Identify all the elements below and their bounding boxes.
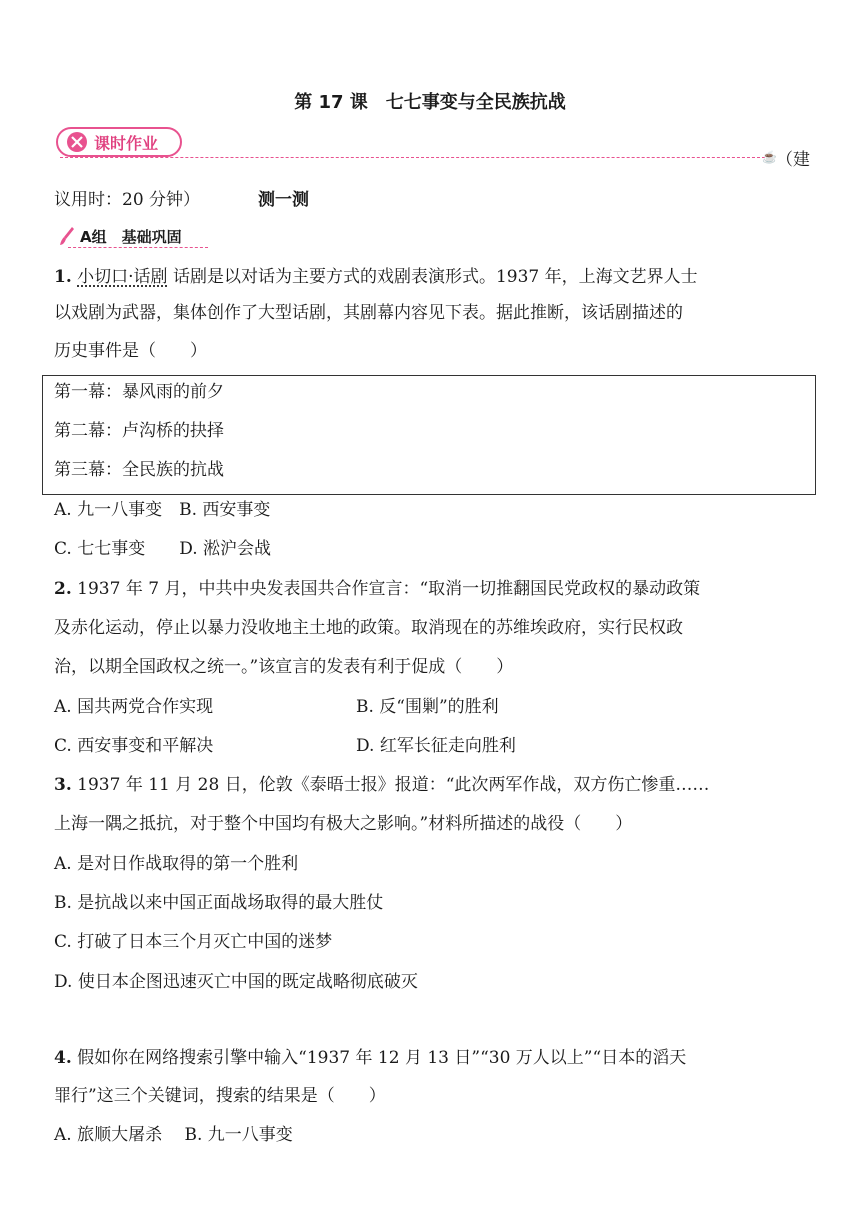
time-note-right: （建	[776, 150, 810, 170]
question-4-text: 假如你在网络搜索引擎中输入“1937 年 12 月 13 日”“30 万人以上”“日本的滔天	[77, 1048, 687, 1068]
act-3: 第三幕：全民族的抗战	[54, 460, 224, 480]
question-2-option-b[interactable]: B. 反“围剿”的胜利	[356, 697, 499, 717]
brush-icon	[58, 225, 76, 247]
question-3-option-d[interactable]: D. 使日本企图迅速灭亡中国的既定战略彻底破灭	[54, 972, 418, 992]
timer-icon: ☕	[762, 150, 777, 164]
question-2-line-3: 治，以期全国政权之统一。”该宣言的发表有利于促成（ ）	[54, 657, 514, 677]
section-heading: 测一测	[258, 190, 309, 210]
question-4-number: 4.	[54, 1048, 72, 1068]
pencil-ruler-icon	[66, 131, 88, 153]
question-2-number: 2.	[54, 579, 72, 599]
question-2-option-c[interactable]: C. 西安事变和平解决	[54, 736, 214, 756]
question-4-line-2: 罪行”这三个关键词，搜索的结果是（ ）	[54, 1086, 386, 1106]
act-2: 第二幕：卢沟桥的抉择	[54, 421, 224, 441]
question-2-line-2: 及赤化运动，停止以暴力没收地主土地的政策。取消现在的苏维埃政府，实行民权政	[54, 618, 683, 638]
lesson-title: 第 17 课 七七事变与全民族抗战	[294, 92, 566, 113]
question-1-line-1	[54, 267, 698, 287]
header-divider	[60, 157, 765, 158]
group-label	[54, 225, 206, 247]
question-1-tag: 小切口·话剧	[77, 267, 168, 287]
homework-badge	[56, 127, 182, 157]
question-3-option-c[interactable]: C. 打破了日本三个月灭亡中国的迷梦	[54, 932, 333, 952]
question-3-line-1	[54, 775, 709, 795]
question-3-option-b[interactable]: B. 是抗战以来中国正面战场取得的最大胜仗	[54, 893, 384, 913]
question-1-number: 1.	[54, 267, 72, 287]
question-4-options-ab[interactable]: A. 旅顺大屠杀 B. 九一八事变	[54, 1125, 293, 1145]
group-label-text: A组 基础巩固	[80, 228, 182, 246]
group-underline	[68, 247, 208, 248]
question-1-options-ab[interactable]: A. 九一八事变 B. 西安事变	[54, 500, 271, 520]
act-1: 第一幕：暴风雨的前夕	[54, 382, 224, 402]
question-1-line-3: 历史事件是（ ）	[54, 341, 207, 361]
question-1-line-2: 以戏剧为武器，集体创作了大型话剧，其剧幕内容见下表。据此推断，该话剧描述的	[54, 303, 683, 323]
question-4-line-1	[54, 1048, 686, 1068]
question-2-text: 1937 年 7 月，中共中央发表国共合作宣言：“取消一切推翻国民党政权的暴动政策	[77, 579, 701, 599]
question-2-option-d[interactable]: D. 红军长征走向胜利	[356, 736, 516, 756]
question-1-text: 话剧是以对话为主要方式的戏剧表演形式。1937 年，上海文艺界人士	[172, 267, 698, 287]
question-3-option-a[interactable]: A. 是对日作战取得的第一个胜利	[54, 854, 299, 874]
question-2-line-1	[54, 579, 700, 599]
question-3-line-2: 上海一隅之抵抗，对于整个中国均有极大之影响。”材料所描述的战役（ ）	[54, 814, 633, 834]
question-3-number: 3.	[54, 775, 72, 795]
question-2-option-a[interactable]: A. 国共两党合作实现	[54, 697, 214, 717]
question-3-text: 1937 年 11 月 28 日，伦敦《泰晤士报》报道：“此次两军作战，双方伤亡惨重……	[77, 775, 710, 795]
badge-label: 课时作业	[94, 133, 159, 153]
question-1-options-cd[interactable]: C. 七七事变 D. 淞沪会战	[54, 539, 272, 559]
time-note-left: 议用时：20 分钟）	[54, 190, 201, 210]
